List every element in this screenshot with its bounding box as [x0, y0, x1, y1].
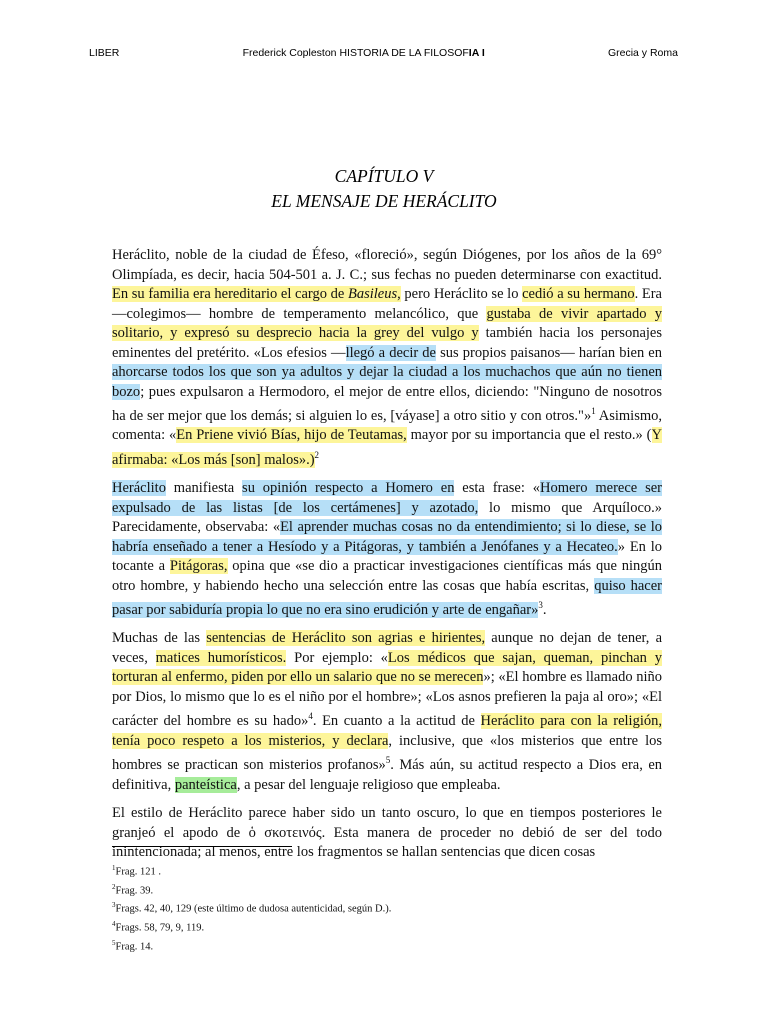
- highlighted-text: panteística: [174, 776, 237, 793]
- highlighted-text: cedió a su hermano: [522, 286, 635, 302]
- text-run: lo mismo que Arquíloco.» Parecidamente, observaba: «: [112, 499, 662, 536]
- header-author: Frederick Copleston: [242, 47, 337, 59]
- footnote-number: 1: [112, 864, 116, 872]
- footnote-number: 2: [112, 882, 116, 891]
- text-run: Heráclito, noble de la ciudad de Éfeso, «floreció», según Diógenes, por los años de la 69° Olimpíada, es decir, hacia 504-501 a. J. C.; sus fechas no pueden determinarse con exactitud.: [112, 247, 662, 283]
- text-run: Muchas de las: [112, 630, 207, 647]
- text-run: aunque no dejan de tener, a veces,: [112, 630, 663, 666]
- footnote-3: [112, 898, 662, 917]
- paragraph-1: [112, 246, 662, 470]
- text-run: Asimismo, comenta: «: [112, 407, 662, 444]
- highlighted-text: Los médicos que sajan, queman, pinchan y torturan al enfermo, piden por ello un salario que no se merecen: [112, 649, 662, 686]
- highlighted-text: Heráclito: [112, 480, 166, 497]
- text-run: esta frase: «: [454, 480, 540, 497]
- highlighted-text: matices humorísticos.: [155, 649, 287, 666]
- footnote-ref: 4: [308, 711, 313, 722]
- text-run: El estilo de Heráclito parece haber sido un tanto oscuro, lo que en tiempos posteriores le granjeó el apodo de ὁ σκοτεινός. Esta manera de proceder no debió de ser del todo inintencionada; al menos, entre los fragmentos se hallan sentencias que dicen cosas: [112, 805, 662, 861]
- footnote-ref: 1: [591, 406, 596, 416]
- highlighted-text: sentencias de Heráclito son agrias e hirientes,: [206, 630, 486, 647]
- footnote-ref: 3: [538, 600, 543, 611]
- highlighted-text: ,: [397, 286, 401, 302]
- footnote-4: [112, 917, 662, 936]
- text-run: pero Heráclito se lo: [400, 286, 523, 302]
- text-run: » En lo tocante a: [112, 538, 662, 575]
- footnote-text: Frags. 58, 79, 9, 119.: [115, 922, 205, 934]
- footnote-5: [112, 936, 662, 955]
- highlighted-text: llegó a decir de: [345, 344, 436, 361]
- highlighted-text: Pitágoras,: [169, 558, 228, 575]
- text-run: .: [542, 601, 547, 618]
- text-run: . Más aún, su actitud respecto a Dios era, en definitiva,: [112, 757, 663, 793]
- footnote-divider: [112, 846, 292, 847]
- text-run: , a pesar del lenguaje religioso que empleaba.: [236, 776, 501, 793]
- text-run: . Era —colegimos— hombre de temperamento melancólico, que: [112, 286, 662, 322]
- highlighted-text: ahorcarse todos los que son ya adultos y dejar la ciudad a los muchachos que aún no tienen bozo: [112, 364, 662, 400]
- footnote-number: 3: [112, 901, 116, 910]
- footnote-ref: 2: [314, 449, 320, 460]
- text-run: manifiesta: [165, 480, 243, 497]
- footnotes: [112, 861, 662, 955]
- header-center: [243, 47, 485, 59]
- footnote-text: Frag. 121 .: [115, 866, 161, 878]
- highlighted-text: gustaba de vivir apartado y solitario, y expresó su desprecio hacia la grey del vulgo y: [112, 305, 662, 341]
- header-left: LIBER: [89, 47, 120, 59]
- header-right: Grecia y Roma: [607, 47, 678, 59]
- highlighted-text: Basileus: [347, 286, 398, 302]
- footnote-number: 5: [112, 938, 116, 947]
- text-run: mayor por su importancia que el resto.» (: [406, 427, 652, 444]
- text-run: Por ejemplo: «: [286, 649, 388, 666]
- highlighted-text: Heráclito para con la religión, tenía poco respeto a los misterios, y declara: [112, 713, 662, 749]
- text-run: ; pues expulsaron a Hermodoro, el mejor de entre ellos, diciendo: "Ninguno de nosotros ha de ser mejor que los demás; si alguien lo es, [váyase] a otro sitio y con otros."»: [112, 383, 662, 424]
- footnote-number: 4: [112, 920, 116, 929]
- chapter-title: EL MENSAJE DE HERÁCLITO: [271, 191, 497, 211]
- footnote-ref: 5: [385, 755, 391, 766]
- paragraph-3: [112, 629, 662, 795]
- text-run: opina que «se dio a practicar investigaciones científicas más que ningún otro hombre, y habiendo hecho una selección entre las cosas que había escritas,: [112, 558, 662, 594]
- footnote-text: Frag. 14.: [115, 941, 154, 953]
- running-header: [89, 45, 678, 61]
- highlighted-text: su opinión respecto a Homero en: [242, 480, 455, 497]
- footnote-text: Frags. 42, 40, 129 (este último de dudosa autenticidad, según D.).: [115, 903, 392, 915]
- paragraph-4: [112, 804, 662, 863]
- text-run: , inclusive, que «los misterios que entre los hombres se practican son misterios profanos»: [112, 732, 662, 774]
- header-book-title: HISTORIA DE LA FILOSOF: [339, 47, 469, 59]
- chapter-body: [112, 246, 662, 872]
- chapter-number: CAPÍTULO V: [334, 166, 434, 186]
- text-run: »; «El hombre es llamado niño por Dios, lo mismo que lo es el niño por el hombre»; «Los asnos prefieren la paja al oro»; «El carácter del hombre es su hado»: [112, 669, 662, 730]
- footnote-text: Frag. 39.: [115, 885, 154, 897]
- footnote-2: [112, 880, 662, 899]
- text-run: sus propios paisanos— harían bien en: [435, 344, 662, 361]
- highlighted-text: Y afirmaba: «Los más [son] malos».): [112, 427, 662, 468]
- chapter-heading: [0, 164, 768, 214]
- highlighted-text: Homero merece ser expulsado de las listas [de los certámenes] y azotado,: [112, 480, 662, 516]
- text-run: . En cuanto a la actitud de: [312, 713, 481, 730]
- highlighted-text: quiso hacer pasar por sabiduría propia lo que no era sino erudición y arte de engañar»: [112, 577, 663, 618]
- highlighted-text: En su familia era hereditario el cargo de: [112, 286, 348, 302]
- highlighted-text: El aprender muchas cosas no da entendimiento; si lo diese, se lo habría enseñado a tener a Hesíodo y a Pitágoras, y también a Jenófanes y a Hecateo.: [112, 519, 662, 555]
- header-book-title-bold: IA I: [468, 47, 485, 59]
- paragraph-2: [112, 479, 662, 620]
- highlighted-text: En Priene vivió Bías, hijo de Teutamas,: [176, 427, 407, 444]
- footnote-1: [112, 861, 662, 880]
- text-run: también hacia los personajes eminentes del pretérito. «Los efesios —: [112, 325, 662, 361]
